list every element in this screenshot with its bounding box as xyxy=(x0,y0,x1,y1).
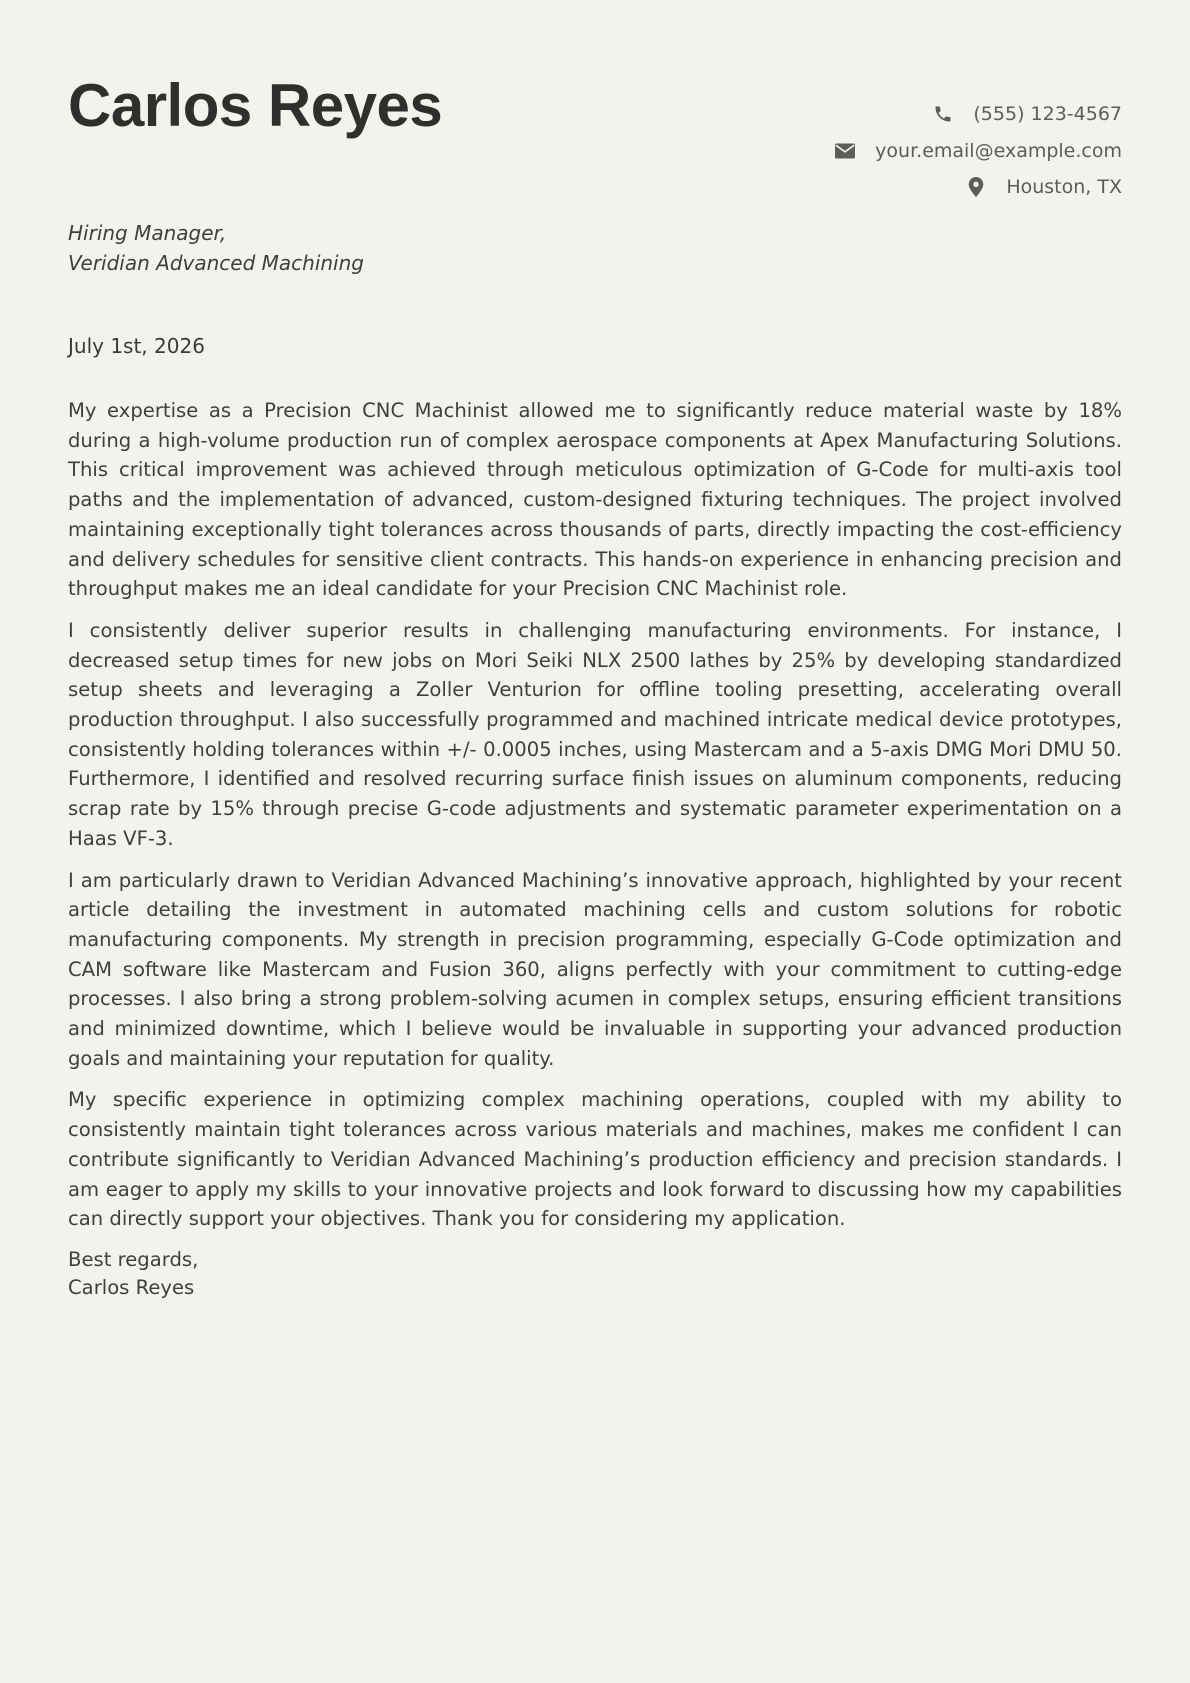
contact-location xyxy=(835,169,1122,206)
contact-email xyxy=(835,133,1122,170)
applicant-name: Carlos Reyes xyxy=(68,72,443,139)
closing-signature: Carlos Reyes xyxy=(68,1276,195,1300)
recipient-company: Veridian Advanced Machining xyxy=(68,251,364,275)
location-text: Houston, TX xyxy=(1006,176,1122,199)
body-paragraph-2: I consistently deliver superior results in challenging manufacturing environments. For instance, I decreased setup times for new jobs on Mori Seiki NLX 2500 lathes by 25% by developing standardized setup sheets and leveraging a Zoller Venturion for offline tooling presetting, accelerating overall production throughput. I also successfully programmed and machined intricate medical device prototypes, consistently holding tolerances within +/- 0.0005 inches, using Mastercam and a 5-axis DMG Mori DMU 50. Furthermore, I identified and resolved recurring surface finish issues on aluminum components, reducing scrap rate by 15% through precise G-code adjustments and systematic parameter experimentation on a Haas VF-3. xyxy=(68,618,1122,850)
email-text: your.email@example.com xyxy=(875,139,1122,162)
envelope-icon xyxy=(835,141,855,161)
phone-icon xyxy=(933,104,953,124)
cover-letter-page xyxy=(68,0,1122,1300)
body-paragraph-4: My specific experience in optimizing complex machining operations, coupled with my ability to consistently maintain tight tolerances across various materials and machines, makes me confident I can contribute significantly to Veridian Advanced Machining’s production efficiency and precision standards. I am eager to apply my skills to your innovative projects and look forward to discussing how my capabilities can directly support your objectives. Thank you for considering my application. xyxy=(68,1088,1122,1231)
map-pin-icon xyxy=(966,177,986,197)
letter-closing xyxy=(68,1246,1122,1303)
phone-text: (555) 123-4567 xyxy=(973,103,1122,126)
body-paragraph-3: I am particularly drawn to Veridian Advanced Machining’s innovative approach, highlighted by your recent article detailing the investment in automated machining cells and custom solutions for robotic manufacturing components. My strength in precision programming, especially G-Code optimization and CAM software like Mastercam and Fusion 360, aligns perfectly with your commitment to cutting-edge processes. I also bring a strong problem-solving acumen in complex setups, ensuring efficient transitions and minimized downtime, which I believe would be invaluable in supporting your advanced production goals and maintaining your reputation for quality. xyxy=(68,868,1122,1070)
body-paragraph-1: My expertise as a Precision CNC Machinist allowed me to significantly reduce material waste by 18% during a high-volume production run of complex aerospace components at Apex Manufacturing Solutions. This critical improvement was achieved through meticulous optimization of G-Code for multi-axis tool paths and the implementation of advanced, custom-designed fixturing techniques. The project involved maintaining exceptionally tight tolerances across thousands of parts, directly impacting the cost-efficiency and delivery schedules for sensitive client contracts. This hands-on experience in enhancing precision and throughput makes me an ideal candidate for your Precision CNC Machinist role. xyxy=(68,399,1122,601)
contact-block xyxy=(835,96,1122,206)
recipient-title: Hiring Manager, xyxy=(68,221,227,245)
recipient-block xyxy=(68,218,364,278)
letter-body xyxy=(68,396,1122,1303)
contact-phone xyxy=(835,96,1122,133)
letter-header xyxy=(68,0,1122,200)
letter-date: July 1st, 2026 xyxy=(68,334,205,358)
closing-salutation: Best regards, xyxy=(68,1247,199,1271)
